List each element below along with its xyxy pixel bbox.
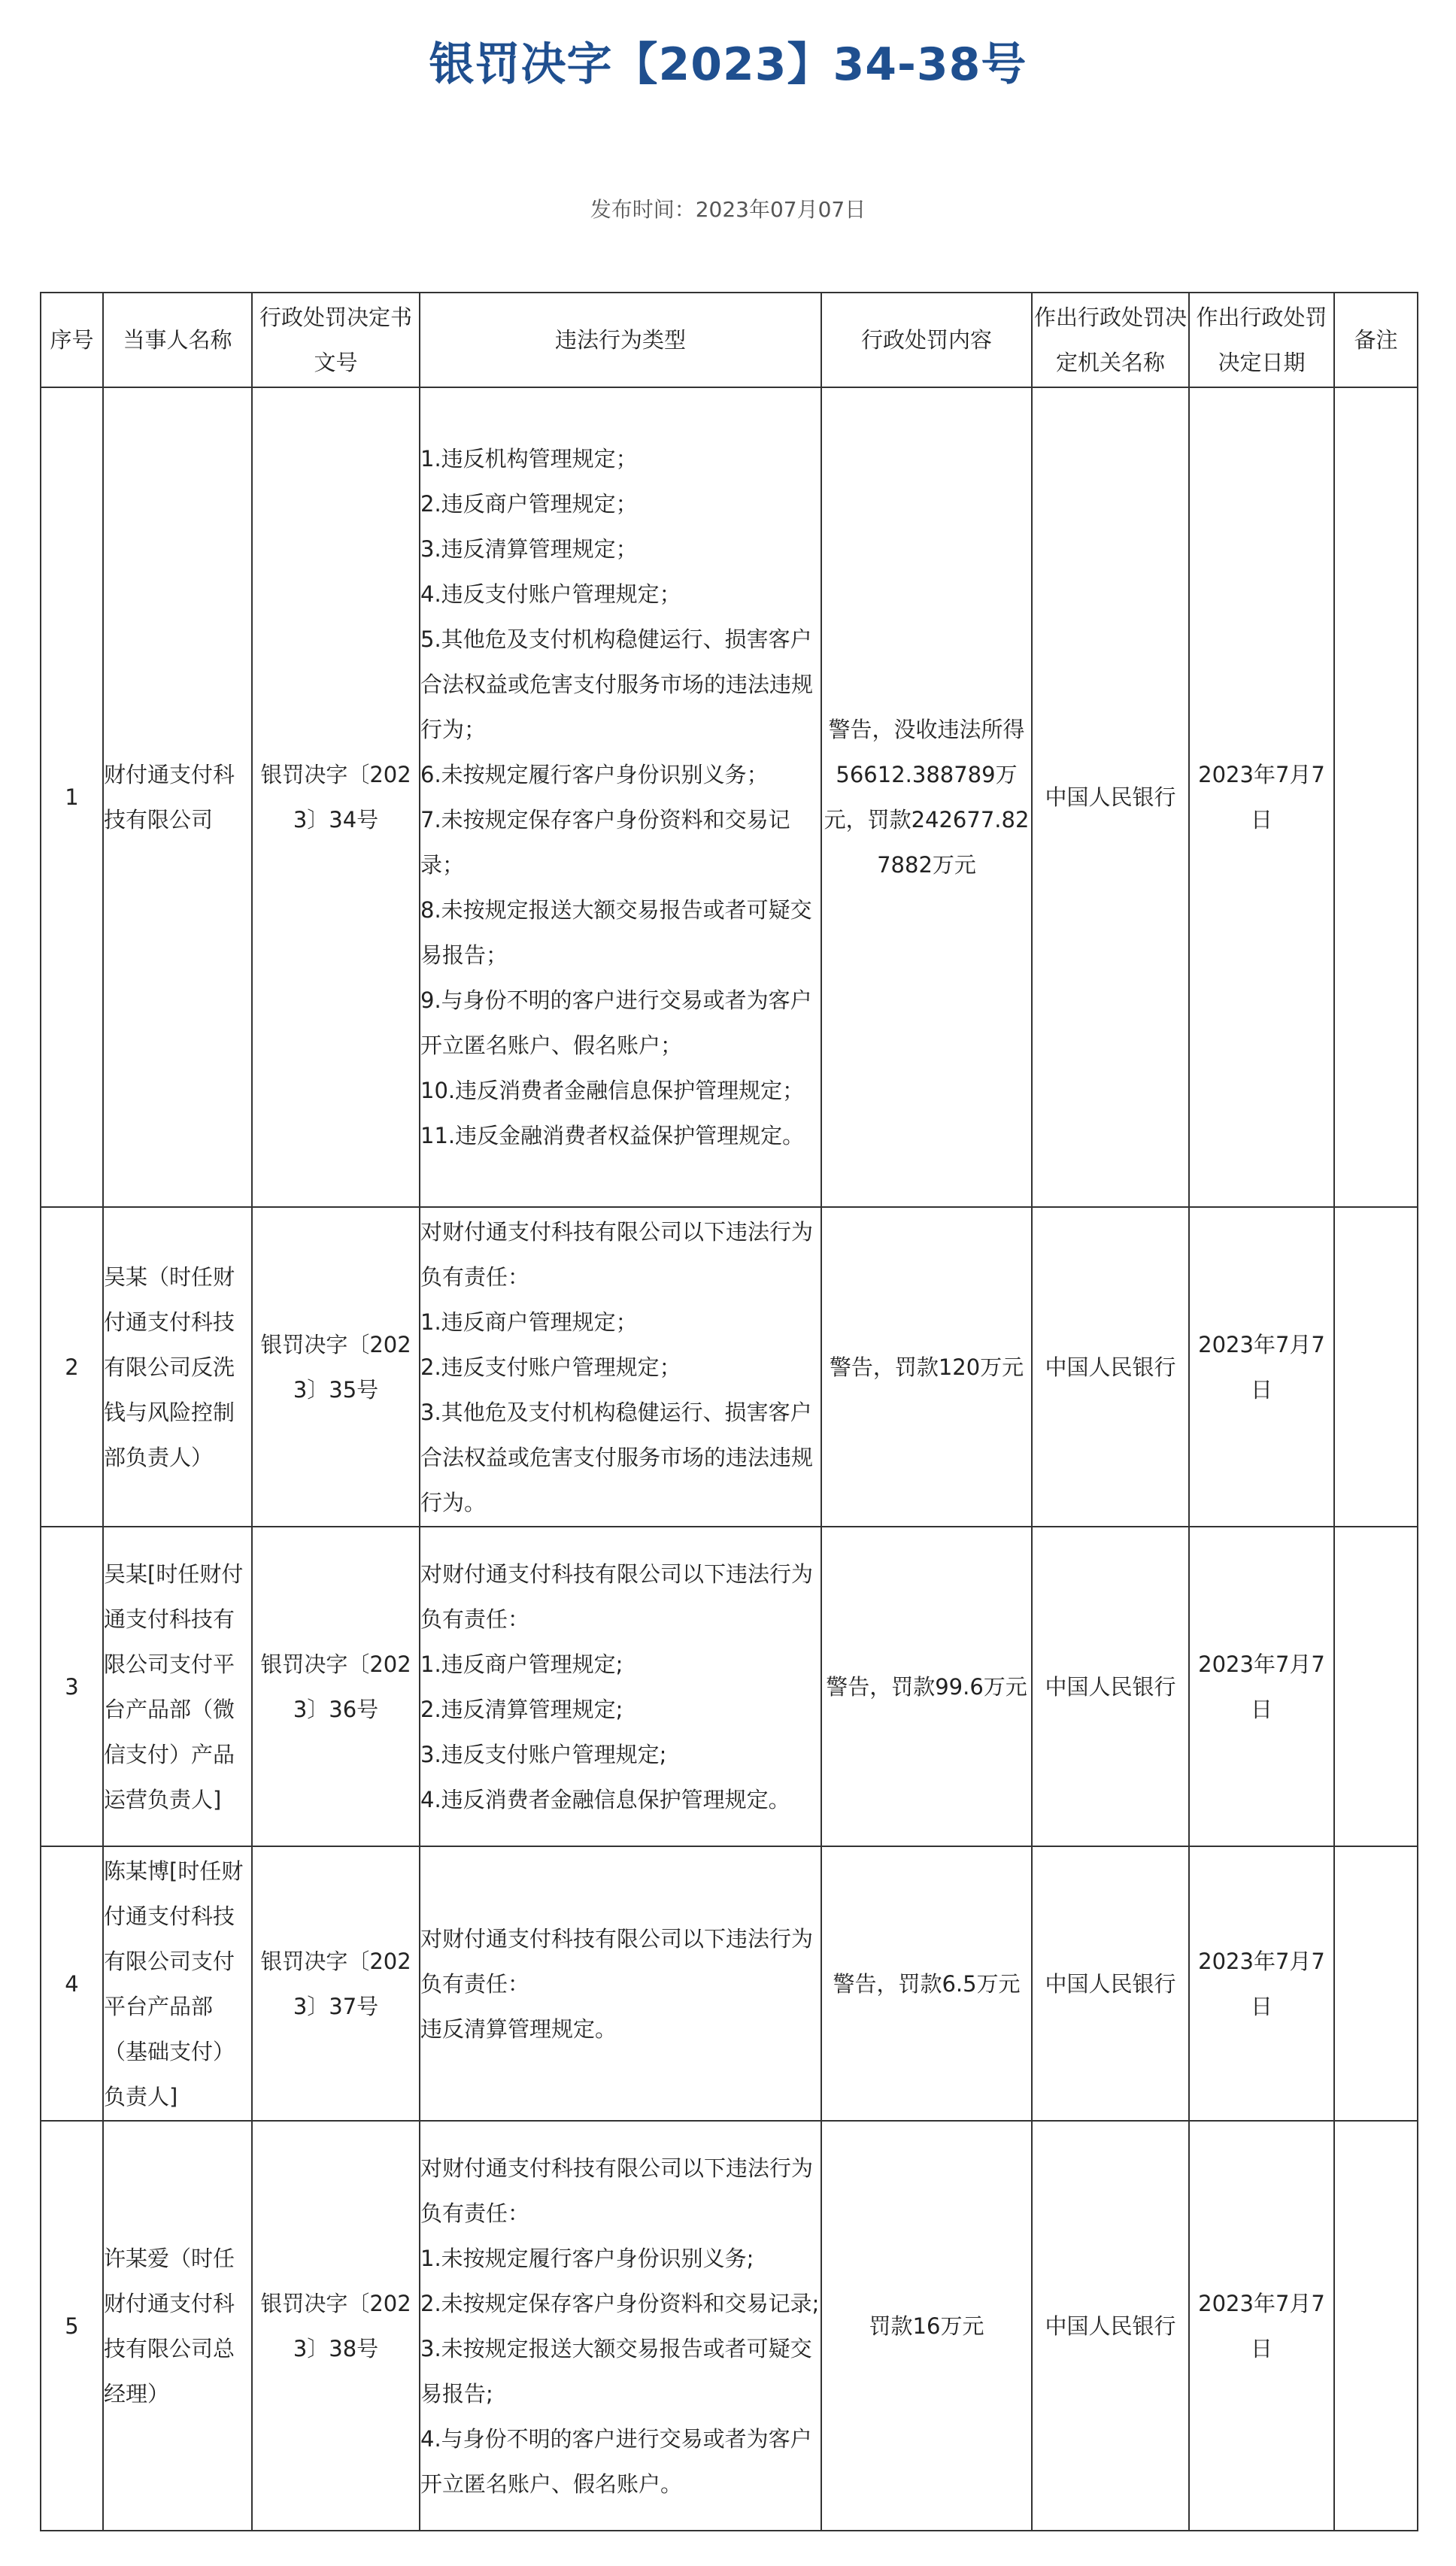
violation-item: 3.其他危及支付机构稳健运行、损害客户合法权益或危害支付服务市场的违法违规行为。	[420, 1399, 814, 1515]
cell-no: 2	[41, 1207, 103, 1527]
cell-remark	[1334, 2121, 1418, 2531]
violation-item: 1.违反商户管理规定;	[420, 1651, 623, 1677]
cell-penalty: 罚款16万元	[821, 2121, 1032, 2531]
cell-date: 2023年7月7日	[1189, 1527, 1334, 1846]
table-header-row	[41, 293, 1418, 387]
violation-item: 8.未按规定报送大额交易报告或者可疑交易报告；	[420, 897, 812, 968]
violation-item: 1.违反机构管理规定；	[420, 446, 638, 472]
table-row	[41, 387, 1418, 1207]
cell-authority: 中国人民银行	[1032, 387, 1189, 1207]
violation-item: 对财付通支付科技有限公司以下违法行为负有责任：	[420, 1925, 814, 1997]
cell-no: 3	[41, 1527, 103, 1846]
violation-item: 3.未按规定报送大额交易报告或者可疑交易报告;	[420, 2335, 812, 2407]
cell-penalty: 警告，罚款120万元	[821, 1207, 1032, 1527]
cell-party: 吴某（时任财付通支付科技有限公司反洗钱与风险控制部负责人）	[103, 1207, 252, 1527]
violation-item: 4.违反消费者金融信息保护管理规定。	[420, 1786, 790, 1812]
header-remark: 备注	[1334, 293, 1418, 387]
cell-doc-no: 银罚决字〔2023〕34号	[252, 387, 420, 1207]
violation-item: 1.未按规定履行客户身份识别义务;	[420, 2245, 754, 2271]
cell-party: 许某爱（时任财付通支付科技有限公司总经理）	[103, 2121, 252, 2531]
header-penalty: 行政处罚内容	[821, 293, 1032, 387]
violation-item: 5.其他危及支付机构稳健运行、损害客户合法权益或危害支付服务市场的违法违规行为；	[420, 626, 814, 742]
violation-item: 6.未按规定履行客户身份识别义务；	[420, 762, 769, 787]
cell-penalty: 警告，罚款6.5万元	[821, 1846, 1032, 2121]
cell-violations	[420, 387, 821, 1207]
violation-item: 3.违反支付账户管理规定;	[420, 1741, 667, 1767]
violation-item: 对财付通支付科技有限公司以下违法行为负有责任：	[420, 2155, 814, 2226]
violation-item: 4.违反支付账户管理规定；	[420, 581, 681, 607]
cell-date: 2023年7月7日	[1189, 1846, 1334, 2121]
cell-doc-no: 银罚决字〔2023〕36号	[252, 1527, 420, 1846]
penalty-table	[40, 292, 1418, 2531]
violation-item: 4.与身份不明的客户进行交易或者为客户开立匿名账户、假名账户。	[420, 2425, 812, 2497]
page-title: 银罚决字【2023】34-38号	[429, 38, 1027, 91]
header-doc-no: 行政处罚决定书文号	[252, 293, 420, 387]
violation-item: 2.未按规定保存客户身份资料和交易记录;	[420, 2290, 820, 2316]
cell-party: 财付通支付科技有限公司	[103, 387, 252, 1207]
violation-item: 1.违反商户管理规定；	[420, 1309, 638, 1335]
publish-time: 发布时间：2023年07月07日	[590, 197, 866, 222]
cell-authority: 中国人民银行	[1032, 2121, 1189, 2531]
cell-date: 2023年7月7日	[1189, 2121, 1334, 2531]
cell-remark	[1334, 1846, 1418, 2121]
header-no: 序号	[41, 293, 103, 387]
cell-no: 1	[41, 387, 103, 1207]
cell-no: 5	[41, 2121, 103, 2531]
cell-violations	[420, 1846, 821, 2121]
violation-item: 对财付通支付科技有限公司以下违法行为负有责任：	[420, 1218, 814, 1290]
cell-date: 2023年7月7日	[1189, 1207, 1334, 1527]
violation-item: 10.违反消费者金融信息保护管理规定；	[420, 1078, 805, 1103]
violation-item: 3.违反清算管理规定；	[420, 536, 638, 562]
header-party: 当事人名称	[103, 293, 252, 387]
table-row	[41, 1846, 1418, 2121]
violation-item: 2.违反支付账户管理规定；	[420, 1354, 681, 1380]
cell-no: 4	[41, 1846, 103, 2121]
cell-doc-no: 银罚决字〔2023〕37号	[252, 1846, 420, 2121]
cell-authority: 中国人民银行	[1032, 1207, 1189, 1527]
violation-item: 2.违反商户管理规定；	[420, 491, 638, 517]
violation-item: 9.与身份不明的客户进行交易或者为客户开立匿名账户、假名账户；	[420, 987, 812, 1058]
header-violations: 违法行为类型	[420, 293, 821, 387]
cell-remark	[1334, 1527, 1418, 1846]
cell-penalty: 警告，罚款99.6万元	[821, 1527, 1032, 1846]
cell-authority: 中国人民银行	[1032, 1846, 1189, 2121]
cell-party: 陈某博[时任财付通支付科技有限公司支付平台产品部（基础支付）负责人]	[103, 1846, 252, 2121]
cell-violations	[420, 1527, 821, 1846]
cell-doc-no: 银罚决字〔2023〕35号	[252, 1207, 420, 1527]
cell-penalty: 警告，没收违法所得56612.388789万元，罚款242677.827882万元	[821, 387, 1032, 1207]
cell-authority: 中国人民银行	[1032, 1527, 1189, 1846]
table-row	[41, 2121, 1418, 2531]
cell-remark	[1334, 387, 1418, 1207]
table-row	[41, 1527, 1418, 1846]
violation-item: 对财付通支付科技有限公司以下违法行为负有责任：	[420, 1561, 814, 1632]
cell-remark	[1334, 1207, 1418, 1527]
cell-violations	[420, 2121, 821, 2531]
cell-party: 吴某[时任财付通支付科技有限公司支付平台产品部（微信支付）产品运营负责人]	[103, 1527, 252, 1846]
violation-item: 违反清算管理规定。	[420, 2015, 617, 2042]
header-date: 作出行政处罚决定日期	[1189, 293, 1334, 387]
violation-item: 2.违反清算管理规定;	[420, 1696, 623, 1722]
cell-date: 2023年7月7日	[1189, 387, 1334, 1207]
cell-violations	[420, 1207, 821, 1527]
header-authority: 作出行政处罚决定机关名称	[1032, 293, 1189, 387]
table-row	[41, 1207, 1418, 1527]
violation-item: 7.未按规定保存客户身份资料和交易记录；	[420, 807, 790, 878]
violation-item: 11.违反金融消费者权益保护管理规定。	[420, 1123, 805, 1148]
cell-doc-no: 银罚决字〔2023〕38号	[252, 2121, 420, 2531]
